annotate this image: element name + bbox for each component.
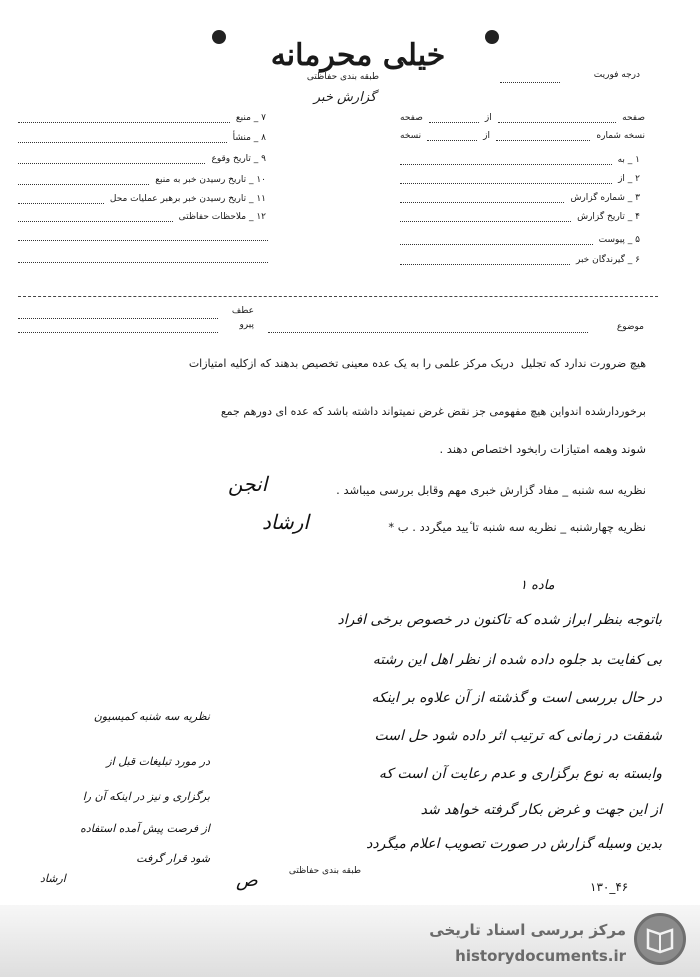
field-security-notes <box>18 212 266 222</box>
subject-leader <box>268 332 588 333</box>
document-number: ۱۳۰_۴۶ <box>590 880 629 894</box>
field-to-label: ۱ _ به <box>617 155 640 165</box>
opinion-wednesday: نظریه چهارشنبه _ نظریه سه شنبه تا ٔیید میگردد . ب * <box>388 520 646 534</box>
field-attachment-leader <box>400 244 593 245</box>
field-report-number-label: ۳ _ شماره گزارش <box>570 193 640 203</box>
margin-note-line-3: برگزاری و نیز در اینکه آن را <box>82 790 210 803</box>
subject-prev-leader <box>18 332 218 333</box>
field-origin-label: ۸ _ منشأ <box>232 133 266 143</box>
field-leader-received-label: ۱۱ _ تاریخ رسیدن خبر برهبر عملیات محل <box>109 194 266 204</box>
book-icon <box>637 916 683 962</box>
field-leader-received-leader <box>18 203 104 204</box>
punch-hole-right <box>485 30 499 44</box>
field-copy-leader2 <box>427 140 477 141</box>
field-copy-sep: از <box>483 131 491 141</box>
footer-signature: ص <box>236 870 258 891</box>
separator-line <box>18 296 658 297</box>
subject-ref-leader <box>18 318 218 319</box>
field-source-received-label: ۱۰ _ تاریخ رسیدن خبر به منبع <box>155 175 266 185</box>
handwritten-line-1: باتوجه بنظر ابراز شده که تاکنون در خصوص برخی افراد <box>337 612 662 628</box>
handwritten-line-5: وابسته به نوع برگزاری و عدم رعایت آن است که <box>378 766 662 782</box>
field-event-date-label: ۹ _ تاریخ وقوع <box>211 154 266 164</box>
handwritten-line-3: در حال بررسی است و گذشته از آن علاوه بر اینکه <box>371 690 662 706</box>
field-report-date-label: ۴ _ تاریخ گزارش <box>577 212 640 222</box>
field-page-leader2 <box>429 122 479 123</box>
left-blank-line-2 <box>18 262 268 263</box>
field-to-leader <box>400 164 612 165</box>
field-report-date <box>400 212 640 222</box>
field-source-received-leader <box>18 184 149 185</box>
field-copy <box>400 131 645 141</box>
field-security-notes-label: ۱۲ _ ملاحظات حفاظتی <box>178 212 266 222</box>
body-line-2: برخوردارشده اندواین هیچ مفهومی جز‌ نقض غرض نمیتواند داشته باشد که عده ای دورهم جمع <box>220 405 646 418</box>
field-from-leader <box>400 183 612 184</box>
margin-note-line-1: نظریه سه شنبه کمیسیون <box>93 710 210 723</box>
watermark-org: مرکز بررسی اسناد تاریخی <box>429 921 626 939</box>
field-source <box>18 113 266 123</box>
margin-note-signature: ارشاد <box>40 872 66 885</box>
opinion-tuesday: نظریه سه شنبه _ مفاد گزارش خبری مهم وقابل بررسی میباشد . <box>336 483 646 497</box>
field-event-date-leader <box>18 163 205 164</box>
field-from <box>400 174 640 184</box>
field-report-number <box>400 193 640 203</box>
left-blank-line-1 <box>18 240 268 241</box>
punch-hole-left <box>212 30 226 44</box>
opinion-tuesday-initials: انجن <box>228 472 268 496</box>
field-from-label: ۲ _ از <box>618 174 640 184</box>
subject-ref-label: عطف <box>231 306 254 316</box>
field-origin <box>18 133 266 143</box>
field-event-date <box>18 154 266 164</box>
field-attachment-label: ۵ _ پیوست <box>598 235 640 245</box>
field-source-label: ۷ _ منبع <box>235 113 266 123</box>
field-page-leader <box>498 122 616 123</box>
field-attachment <box>400 235 640 245</box>
handwritten-line-4: شفقت در زمانی که ترتیب اثر داده شود حل است <box>374 728 662 744</box>
margin-note-line-4: از فرصت پیش آمده استفاده <box>80 822 210 835</box>
body-line-3: شوند وهمه امتیازات رابخود اختصاص دهند . <box>439 442 646 456</box>
field-page <box>400 113 645 123</box>
field-page-unit: صفحه <box>400 113 423 123</box>
handwritten-line-7: بدین وسیله گزارش در صورت تصویب اعلام میگردد <box>366 836 662 852</box>
field-to <box>400 155 640 165</box>
field-report-date-leader <box>400 221 571 222</box>
handwritten-line-2: بی کفایت بد جلوه داده شده از نظر اهل این رشته <box>372 652 662 668</box>
field-leader-received <box>18 194 266 204</box>
field-copy-label: نسخه شماره <box>596 131 645 141</box>
subject-prev-label: پیرو <box>239 320 254 330</box>
margin-note-line-5: شود قرار گرفت <box>136 852 210 865</box>
watermark <box>0 905 700 977</box>
handwritten-line-6: از این جهت و غرض بکار گرفته خواهد شد <box>420 802 662 818</box>
field-copy-unit: نسخه <box>400 131 422 141</box>
field-source-received <box>18 175 266 185</box>
watermark-logo-icon <box>634 913 686 965</box>
priority-leader <box>500 82 560 83</box>
classification-title: خیلی محرمانه <box>270 38 446 73</box>
body-line-1: هیچ ضرورت ندارد که تجلیل ‌ دریک مرکز علمی را به یک عده معینی تخصیص بدهند که ازکلیه امتیازات <box>188 357 646 370</box>
priority-label: درجه فوریت <box>593 70 640 80</box>
field-origin-leader <box>18 142 227 143</box>
report-type: گزارش خبر <box>313 90 377 105</box>
field-copy-leader <box>496 140 590 141</box>
field-recipients-leader <box>400 264 570 265</box>
field-recipients <box>400 255 640 265</box>
field-security-notes-leader <box>18 221 173 222</box>
opinion-wednesday-initials: ارشاد <box>262 510 309 534</box>
classification-subtitle: طبقه بندی حفاظتی <box>306 72 380 82</box>
subject-label: موضوع <box>616 322 644 332</box>
field-page-sep: از <box>484 113 492 123</box>
field-recipients-label: ۶ _ گیرندگان خبر <box>575 255 640 265</box>
handwritten-line-0: ماده ۱ <box>520 578 555 593</box>
watermark-url: historydocuments.ir <box>455 947 626 965</box>
footer-classification: طبقه بندی حفاظتی <box>288 866 362 876</box>
field-source-leader <box>18 122 230 123</box>
margin-note-line-2: در مورد تبلیغات قبل از <box>106 755 210 768</box>
field-page-label: صفحه <box>622 113 645 123</box>
field-report-number-leader <box>400 202 564 203</box>
